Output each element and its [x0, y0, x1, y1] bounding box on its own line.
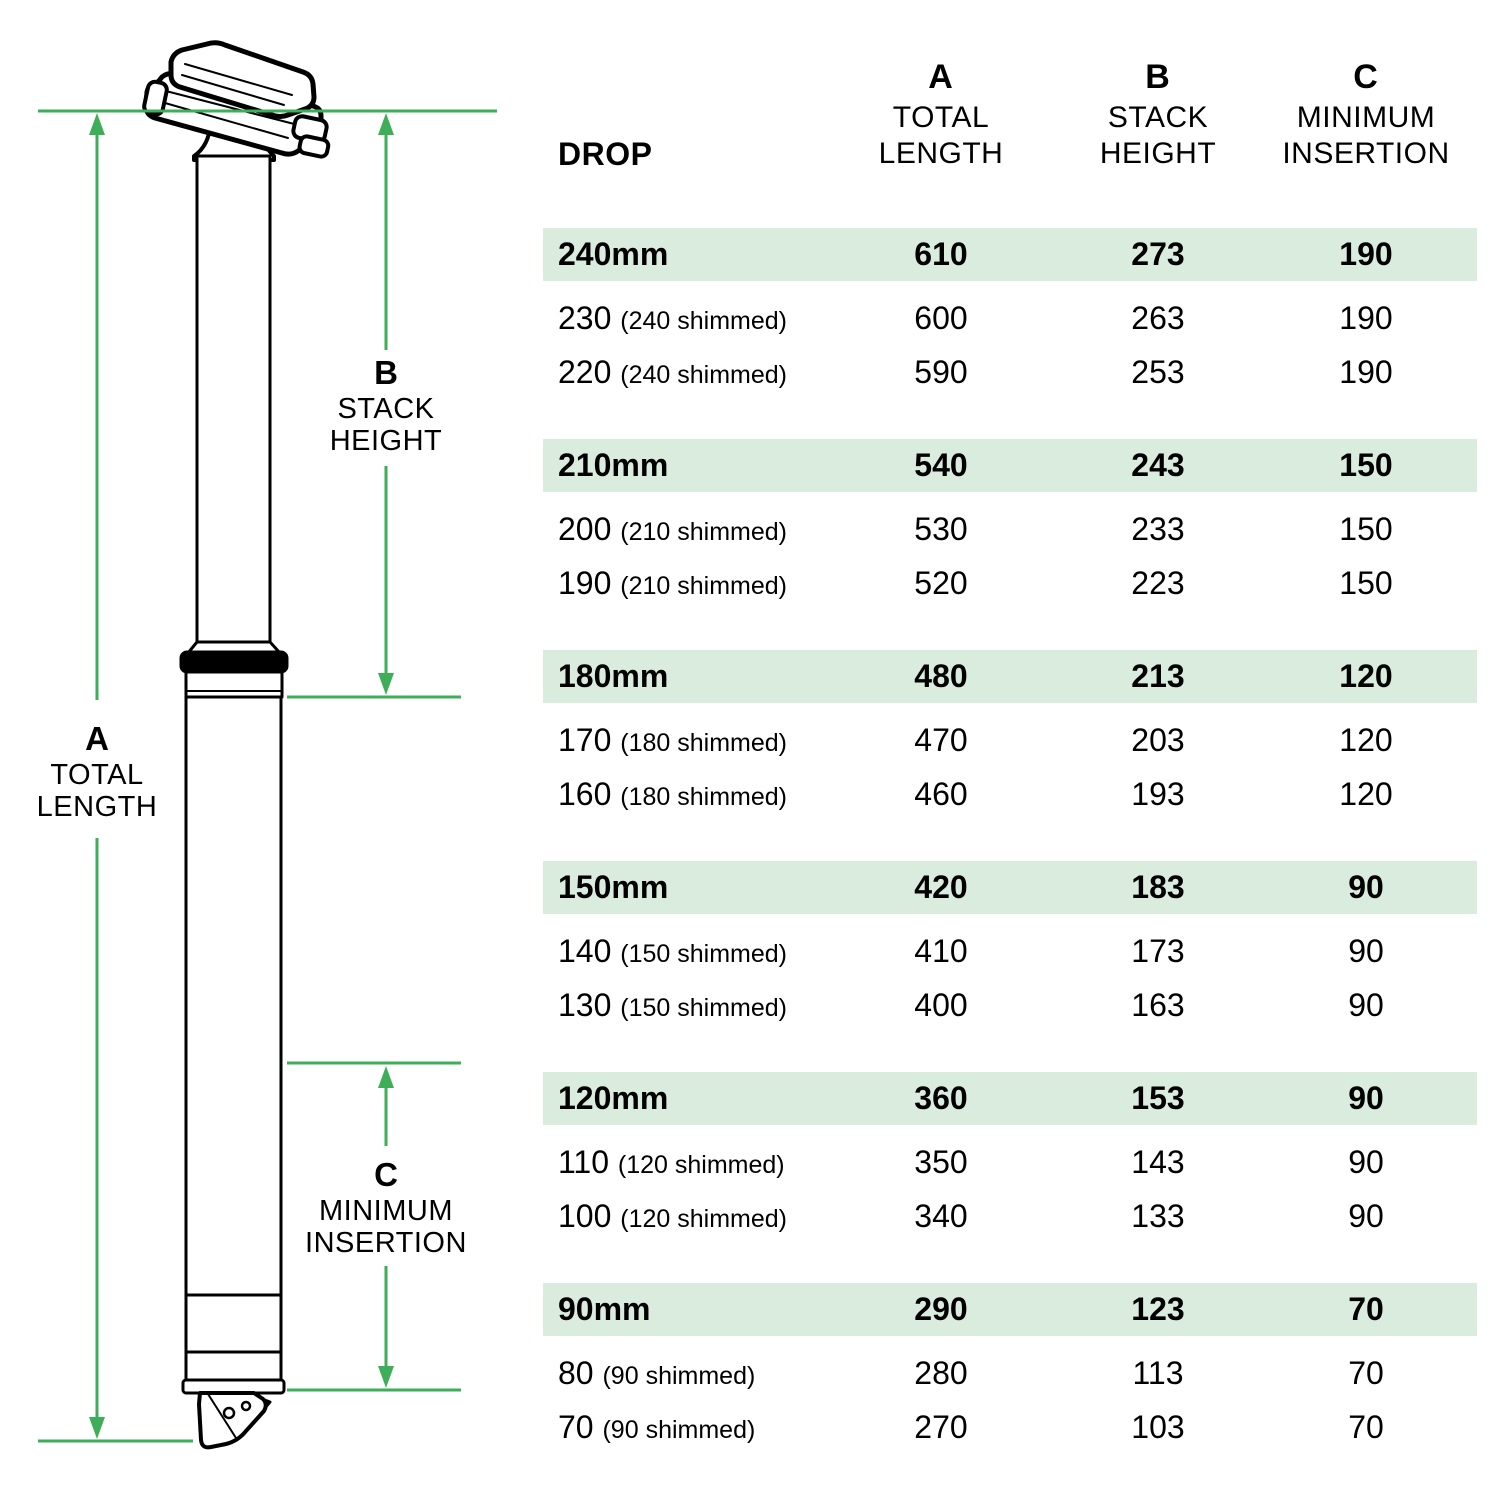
- stack-height-cell: 183: [1131, 869, 1185, 905]
- min-insertion-cell: 190: [1339, 354, 1393, 390]
- total-length-cell: 600: [914, 300, 968, 336]
- drop-cell: 150mm: [558, 869, 669, 905]
- stack-height-cell: 213: [1131, 658, 1185, 694]
- section-header-row: [543, 1072, 1477, 1125]
- column-label-line1: TOTAL: [892, 101, 990, 134]
- column-header-total-length: [821, 54, 1061, 172]
- min-insertion-cell: 190: [1339, 236, 1393, 272]
- table-section-240mm: [543, 228, 1477, 399]
- table-section-150mm: [543, 861, 1477, 1032]
- shim-note: (90 shimmed): [602, 1362, 756, 1390]
- min-insertion-cell: 90: [1348, 869, 1384, 905]
- shim-note: (180 shimmed): [620, 783, 788, 811]
- shim-note: (210 shimmed): [620, 572, 788, 600]
- section-header-row: [543, 228, 1477, 281]
- column-label-line2: INSERTION: [1282, 137, 1450, 170]
- total-length-cell: 540: [914, 447, 968, 483]
- drop-value: 140: [558, 933, 612, 969]
- shim-note: (150 shimmed): [620, 940, 788, 968]
- table-row: [543, 767, 1477, 821]
- drop-cell: 240mm: [558, 236, 669, 272]
- dim-c-label-line2: INSERTION: [305, 1227, 467, 1259]
- total-length-cell: 610: [914, 236, 968, 272]
- min-insertion-cell: 190: [1339, 300, 1393, 336]
- min-insertion-cell: 90: [1348, 987, 1384, 1023]
- stack-height-cell: 263: [1131, 300, 1185, 336]
- table-row: [543, 345, 1477, 399]
- stack-height-cell: 143: [1131, 1144, 1185, 1180]
- stack-height-cell: 273: [1131, 236, 1185, 272]
- shim-note: (120 shimmed): [617, 1151, 785, 1179]
- table-row: [543, 1189, 1477, 1243]
- dim-c-letter: C: [374, 1156, 398, 1193]
- drop-cell: 180mm: [558, 658, 669, 694]
- table-header: [543, 54, 1477, 172]
- dim-b-letter: B: [374, 354, 398, 391]
- min-insertion-cell: 120: [1339, 722, 1393, 758]
- total-length-cell: 360: [914, 1080, 968, 1116]
- table-row: [543, 1135, 1477, 1189]
- table-row: [543, 978, 1477, 1032]
- shim-note: (150 shimmed): [620, 994, 788, 1022]
- section-header-row: [543, 861, 1477, 914]
- drop-column-header: DROP: [558, 136, 653, 172]
- shim-note: (240 shimmed): [620, 361, 788, 389]
- stack-height-cell: 113: [1132, 1355, 1184, 1391]
- column-header-stack-height: [1061, 54, 1255, 172]
- total-length-cell: 520: [914, 565, 968, 601]
- spec-table: [543, 0, 1477, 1500]
- drop-value: 100: [558, 1198, 612, 1234]
- total-length-cell: 460: [914, 776, 968, 812]
- total-length-cell: 270: [914, 1409, 968, 1445]
- column-label-line1: STACK: [1107, 101, 1209, 134]
- column-letter: A: [928, 58, 954, 96]
- stack-height-cell: 203: [1131, 722, 1185, 758]
- stack-height-cell: 133: [1131, 1198, 1185, 1234]
- dim-a-label-line2: LENGTH: [36, 791, 158, 823]
- min-insertion-cell: 70: [1348, 1355, 1384, 1391]
- column-letter: C: [1353, 58, 1379, 96]
- dim-b-label-line1: STACK: [337, 393, 435, 425]
- stack-height-cell: 233: [1131, 511, 1185, 547]
- stack-height-cell: 123: [1131, 1291, 1185, 1327]
- table-row: [543, 1400, 1477, 1454]
- shim-note: (120 shimmed): [620, 1205, 788, 1233]
- min-insertion-cell: 90: [1348, 933, 1384, 969]
- column-letter: B: [1145, 58, 1171, 96]
- table-section-210mm: [543, 439, 1477, 610]
- total-length-cell: 530: [914, 511, 968, 547]
- drop-cell: 120mm: [558, 1080, 669, 1116]
- table-section-90mm: [543, 1283, 1477, 1454]
- table-row: [543, 502, 1477, 556]
- total-length-cell: 410: [914, 933, 968, 969]
- drop-cell: 210mm: [558, 447, 669, 483]
- section-header-row: [543, 1283, 1477, 1336]
- table-row: [543, 556, 1477, 610]
- drop-value: 110: [558, 1144, 610, 1180]
- min-insertion-cell: 90: [1348, 1198, 1384, 1234]
- min-insertion-cell: 90: [1348, 1144, 1384, 1180]
- table-row: [543, 713, 1477, 767]
- section-header-row: [543, 439, 1477, 492]
- table-row: [543, 291, 1477, 345]
- drop-value: 70: [558, 1409, 594, 1445]
- dim-b-label-line2: HEIGHT: [329, 425, 443, 457]
- dim-a-letter: A: [85, 720, 109, 757]
- drop-value: 220: [558, 354, 612, 390]
- seatpost-drawing: [143, 43, 329, 1448]
- shim-note: (210 shimmed): [620, 518, 788, 546]
- min-insertion-cell: 90: [1348, 1080, 1384, 1116]
- min-insertion-cell: 150: [1339, 511, 1393, 547]
- min-insertion-cell: 150: [1339, 447, 1393, 483]
- total-length-cell: 590: [914, 354, 968, 390]
- total-length-cell: 420: [914, 869, 968, 905]
- shim-note: (90 shimmed): [602, 1416, 756, 1444]
- stack-height-cell: 193: [1131, 776, 1185, 812]
- drop-value: 170: [558, 722, 612, 758]
- table-row: [543, 924, 1477, 978]
- column-label-line2: LENGTH: [878, 137, 1004, 170]
- section-header-row: [543, 650, 1477, 703]
- table-section-180mm: [543, 650, 1477, 821]
- shim-note: (180 shimmed): [620, 729, 788, 757]
- table-row: [543, 1346, 1477, 1400]
- column-header-minimum-insertion: [1255, 54, 1477, 172]
- stack-height-cell: 163: [1131, 987, 1185, 1023]
- stack-height-cell: 103: [1131, 1409, 1185, 1445]
- drop-cell: 90mm: [558, 1291, 651, 1327]
- stack-height-cell: 253: [1131, 354, 1185, 390]
- min-insertion-cell: 120: [1339, 658, 1393, 694]
- column-label-line2: HEIGHT: [1099, 137, 1217, 170]
- min-insertion-cell: 150: [1339, 565, 1393, 601]
- dim-a-label-line1: TOTAL: [50, 759, 144, 791]
- stack-height-cell: 153: [1131, 1080, 1185, 1116]
- drop-value: 190: [558, 565, 612, 601]
- stack-height-cell: 173: [1131, 933, 1185, 969]
- total-length-cell: 280: [914, 1355, 968, 1391]
- drop-value: 130: [558, 987, 612, 1023]
- stack-height-cell: 223: [1131, 565, 1185, 601]
- min-insertion-cell: 70: [1348, 1291, 1384, 1327]
- shim-note: (240 shimmed): [620, 307, 788, 335]
- column-label-line1: MINIMUM: [1296, 101, 1436, 134]
- min-insertion-cell: 120: [1339, 776, 1393, 812]
- min-insertion-cell: 70: [1348, 1409, 1384, 1445]
- drop-value: 80: [558, 1355, 594, 1391]
- total-length-cell: 400: [914, 987, 968, 1023]
- drop-value: 160: [558, 776, 612, 812]
- stack-height-cell: 243: [1131, 447, 1185, 483]
- total-length-cell: 480: [914, 658, 968, 694]
- table-section-120mm: [543, 1072, 1477, 1243]
- drop-value: 230: [558, 300, 612, 336]
- total-length-cell: 350: [914, 1144, 968, 1180]
- dropper-post-diagram: [0, 0, 543, 1500]
- drop-value: 200: [558, 511, 612, 547]
- total-length-cell: 340: [914, 1198, 968, 1234]
- total-length-cell: 470: [914, 722, 968, 758]
- total-length-cell: 290: [914, 1291, 968, 1327]
- dim-c-label-line1: MINIMUM: [319, 1195, 453, 1227]
